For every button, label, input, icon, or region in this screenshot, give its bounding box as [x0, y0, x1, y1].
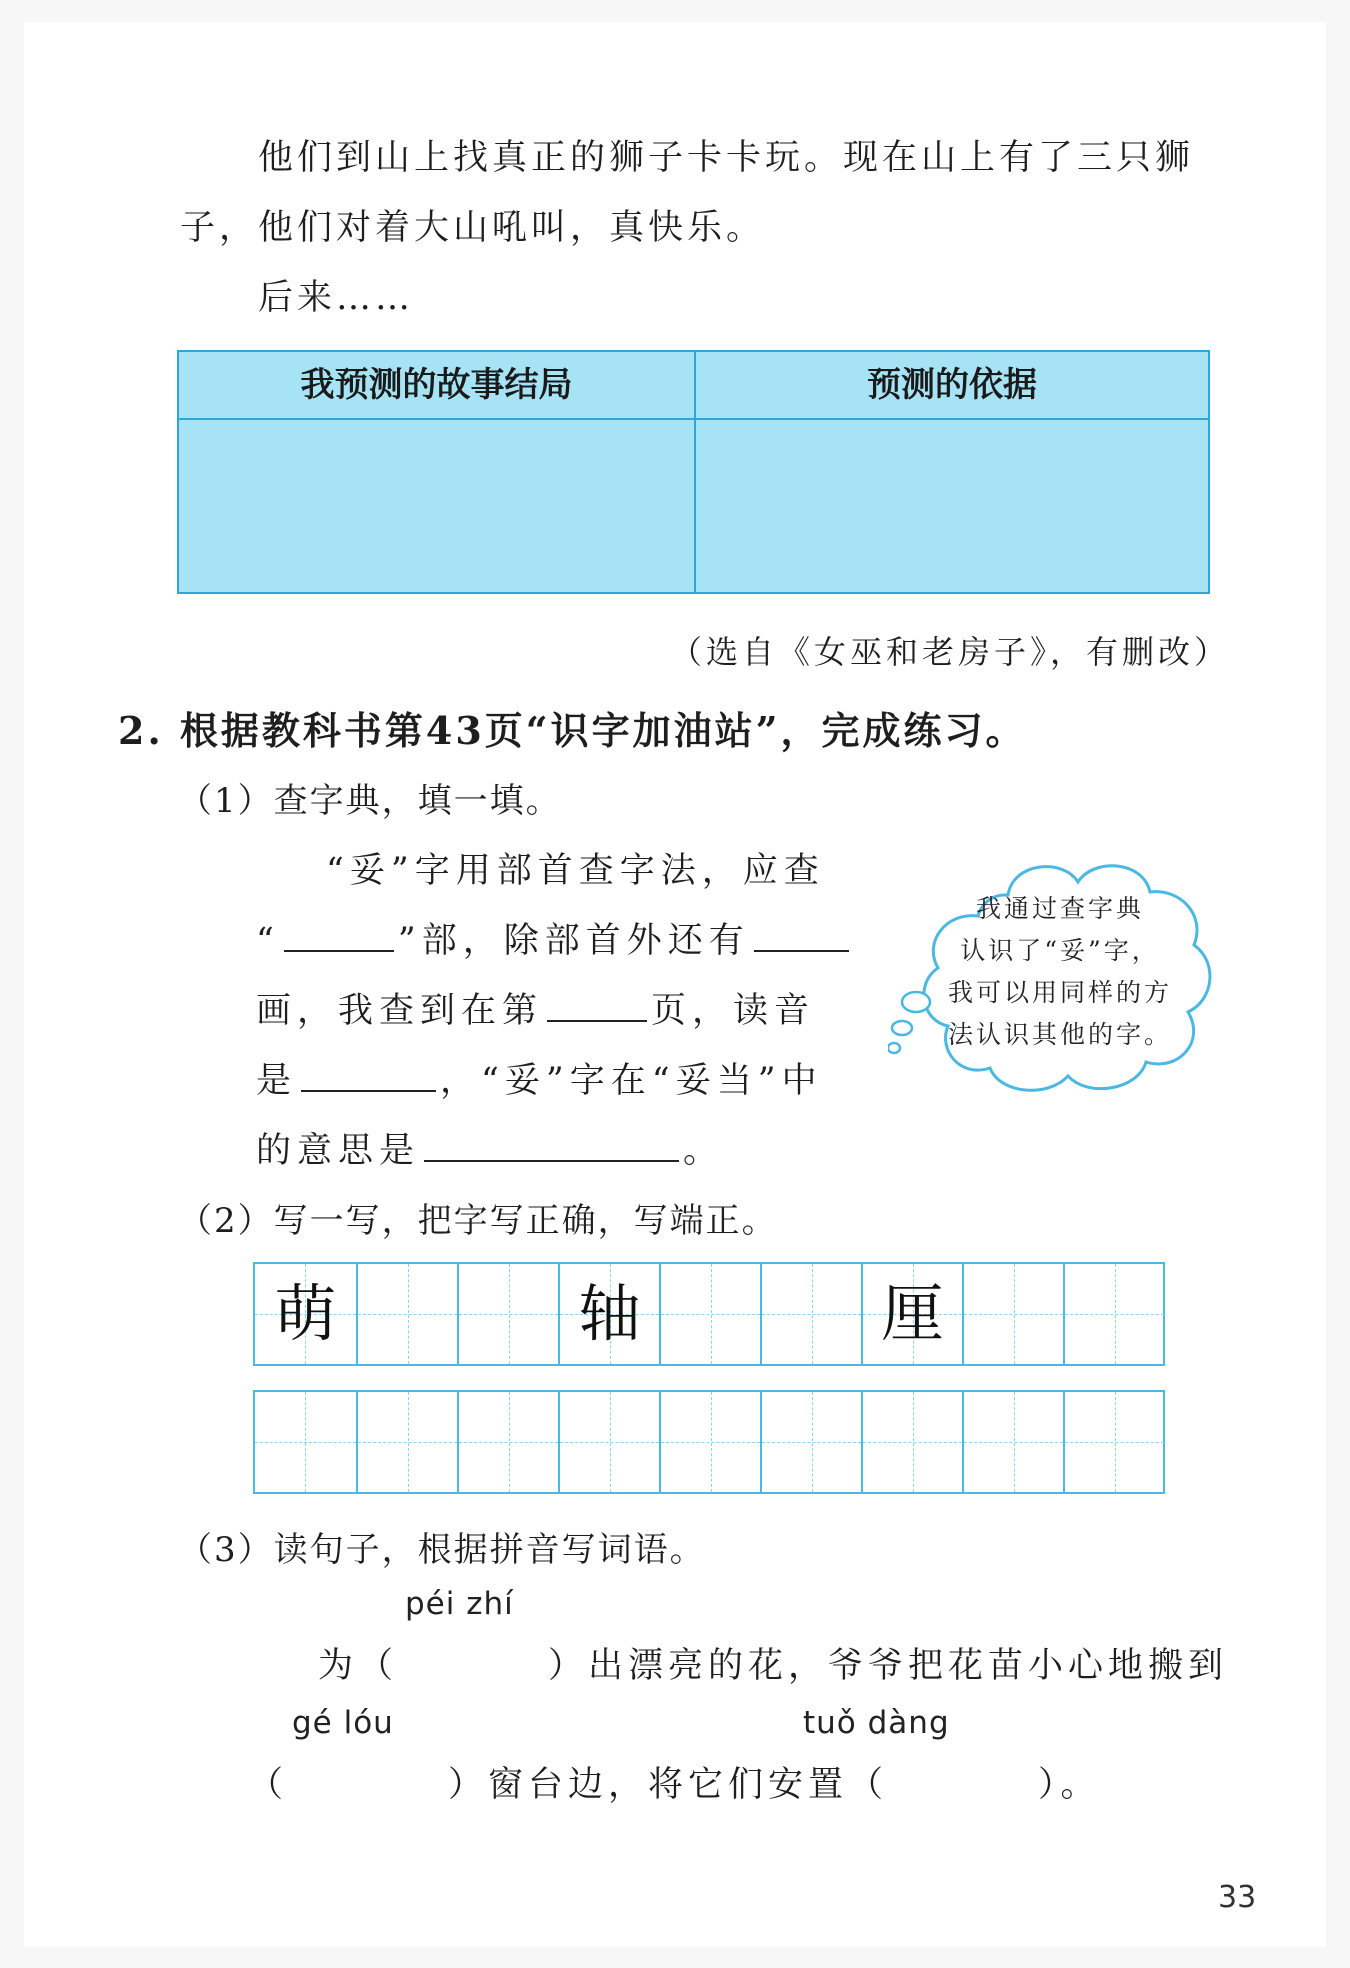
thought-bubble-text: [935, 888, 1185, 1056]
sentence-2-end: ）。: [1038, 1765, 1101, 1805]
part-1-line-5: [256, 1123, 724, 1173]
thought-dot-small: [888, 1043, 900, 1053]
part-1-line-2: [256, 913, 853, 963]
writing-grid-practice: [253, 1390, 1165, 1494]
question-2-title: 2. 根据教科书第43页“识字加油站”，完成练习。: [118, 708, 1027, 753]
sentence-1-rest: ）出漂亮的花，爷爷把花苗小心地搬到: [548, 1646, 1229, 1686]
line-4-text-b: ，“妥”字在“妥当”中: [440, 1061, 823, 1101]
passage-line-3: 后来……: [258, 278, 415, 318]
writing-grid-model: [253, 1262, 1165, 1366]
answer-cell-ending[interactable]: [179, 420, 694, 592]
model-char: 萌: [274, 1277, 337, 1350]
bubble-line-4: 法认识其他的字。: [947, 1020, 1172, 1049]
bubble-line-1: 我通过查字典: [975, 894, 1144, 923]
pronunciation-blank[interactable]: [301, 1060, 436, 1092]
part-2-label: （2）写一写，把字写正确，写端正。: [178, 1201, 778, 1241]
bubble-line-3: 我可以用同样的方: [947, 978, 1172, 1007]
passage-line-1: 他们到山上找真正的狮子卡卡玩。现在山上有了三只狮: [258, 138, 1195, 178]
grid-cell: [255, 1264, 356, 1364]
quote-open: “: [256, 921, 280, 961]
part-1-label: （1）查字典，填一填。: [178, 781, 562, 821]
grid-cell[interactable]: [861, 1392, 962, 1492]
thought-dot-large: [902, 992, 930, 1012]
answer-cell-basis[interactable]: [696, 420, 1208, 592]
stroke-count-blank[interactable]: [754, 920, 849, 952]
sentence-2-start: （: [248, 1765, 289, 1805]
sentence-line-2: [248, 1757, 1101, 1807]
bubble-line-2: 认识了“妥”字，: [960, 936, 1160, 965]
grid-cell: [558, 1264, 659, 1364]
part-1-line-1: “妥”字用部首查字法，应查: [326, 851, 825, 891]
sentence-line-1: [318, 1638, 1228, 1688]
grid-cell[interactable]: [962, 1392, 1063, 1492]
line-2-text: ”部，除部首外还有: [397, 921, 750, 961]
pinyin-tuodang: tuǒ dàng: [803, 1705, 950, 1741]
header-prediction-basis: 预测的依据: [867, 365, 1037, 405]
grid-cell[interactable]: [255, 1392, 356, 1492]
page-number-blank[interactable]: [547, 990, 647, 1022]
page-number: 33: [1218, 1880, 1257, 1915]
line-4-text-a: 是: [256, 1061, 298, 1101]
part-1-line-3: [256, 983, 815, 1033]
line-5-text-b: 。: [683, 1131, 725, 1171]
grid-cell[interactable]: [659, 1392, 760, 1492]
line-5-text-a: 的意思是: [256, 1131, 421, 1171]
line-3-text-a: 画，我查到在第: [256, 991, 544, 1031]
grid-cell[interactable]: [457, 1392, 558, 1492]
grid-cell: [861, 1264, 962, 1364]
model-char: 轴: [578, 1277, 641, 1350]
grid-cell[interactable]: [760, 1264, 861, 1364]
pinyin-peizhi: péi zhí: [405, 1586, 514, 1622]
grid-cell[interactable]: [760, 1392, 861, 1492]
grid-cell[interactable]: [558, 1392, 659, 1492]
grid-cell[interactable]: [659, 1264, 760, 1364]
part-1-line-4: [256, 1053, 823, 1103]
grid-cell[interactable]: [457, 1264, 558, 1364]
meaning-blank[interactable]: [424, 1130, 679, 1162]
grid-cell[interactable]: [1063, 1264, 1164, 1364]
grid-cell[interactable]: [1063, 1392, 1164, 1492]
model-char: 厘: [881, 1277, 944, 1350]
source-note: （选自《女巫和老房子》，有删改）: [670, 633, 1231, 671]
passage-line-2: 子，他们对着大山吼叫，真快乐。: [180, 208, 766, 248]
part-3-label: （3）读句子，根据拼音写词语。: [178, 1530, 706, 1570]
grid-cell[interactable]: [356, 1392, 457, 1492]
sentence-1-start: 为（: [318, 1646, 399, 1686]
line-3-text-b: 页，读音: [651, 991, 816, 1031]
radical-blank[interactable]: [284, 920, 394, 952]
prediction-table: [177, 350, 1210, 594]
pinyin-gelou: gé lóu: [292, 1705, 394, 1741]
grid-cell[interactable]: [962, 1264, 1063, 1364]
sentence-2-mid: ）窗台边，将它们安置（: [448, 1765, 889, 1805]
header-story-ending: 我预测的故事结局: [300, 365, 573, 405]
grid-cell[interactable]: [356, 1264, 457, 1364]
thought-dot-medium: [892, 1021, 912, 1035]
